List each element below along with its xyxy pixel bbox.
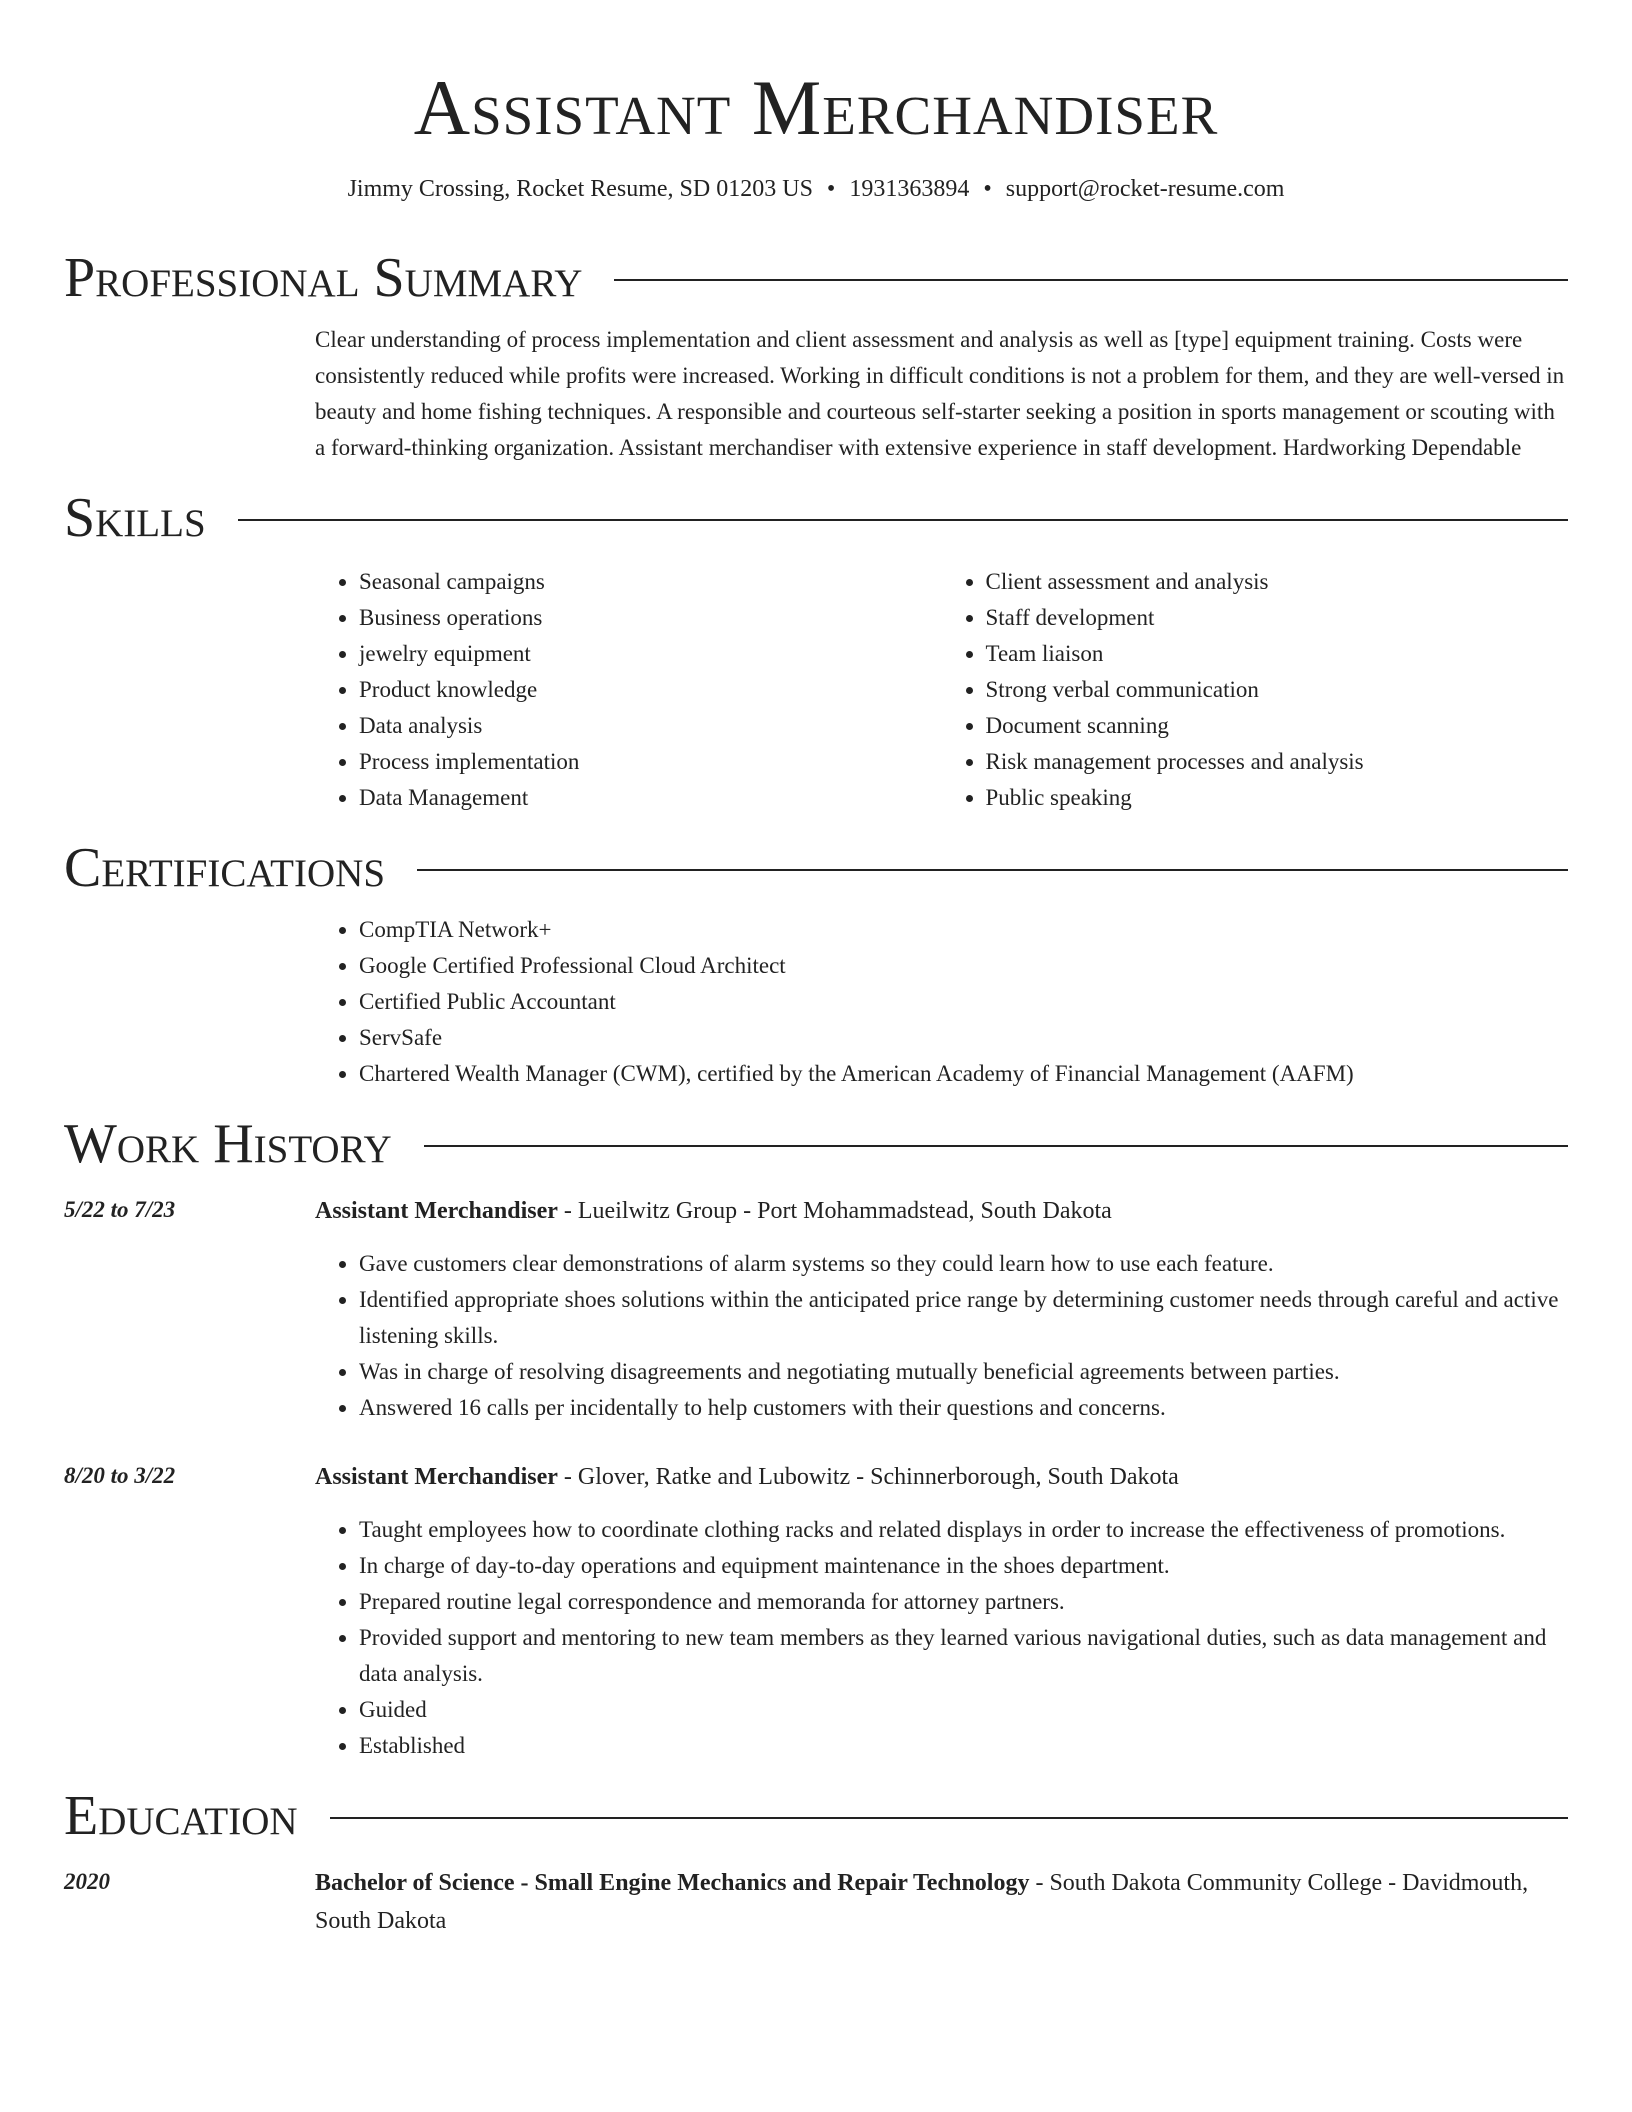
summary-section-header — [64, 248, 1568, 308]
job-bullet: • Provided support and mentoring to new team members as they learned various navigational duties, such as data management and data analysis. — [359, 1620, 1568, 1692]
section-divider — [424, 1145, 1568, 1147]
skill-item: • Document scanning — [986, 708, 1569, 744]
certifications-section-header — [64, 838, 1568, 898]
skill-item: • Data Management — [359, 780, 942, 816]
section-divider — [614, 279, 1568, 281]
section-divider — [238, 519, 1568, 521]
skills-list-left — [315, 564, 942, 816]
skill-item: • Data analysis — [359, 708, 942, 744]
certification-item: • ServSafe — [359, 1020, 1568, 1056]
summary-heading: Professional Summary — [64, 247, 583, 309]
skill-item: • jewelry equipment — [359, 636, 942, 672]
job-bullets — [315, 1512, 1568, 1764]
skill-item: • Strong verbal communication — [986, 672, 1569, 708]
job-content — [315, 1458, 1568, 1764]
job-bullet: • Answered 16 calls per incidentally to help customers with their questions and concerns. — [359, 1390, 1568, 1426]
certification-item: • Certified Public Accountant — [359, 984, 1568, 1020]
skill-item: • Staff development — [986, 600, 1569, 636]
education-school: - South Dakota Community College - Davidmouth, South Dakota — [315, 1870, 1529, 1934]
section-divider — [330, 1817, 1568, 1819]
work-history-section-header — [64, 1114, 1568, 1174]
skill-item: • Client assessment and analysis — [986, 564, 1569, 600]
skill-item: • Public speaking — [986, 780, 1569, 816]
education-degree: Bachelor of Science - Small Engine Mechanics and Repair Technology — [315, 1870, 1030, 1896]
job-date: 8/20 to 3/22 — [64, 1463, 176, 1488]
contact-line — [64, 174, 1568, 204]
education-section — [64, 1786, 1568, 1940]
skills-heading: Skills — [64, 487, 206, 549]
job-bullet: • Established — [359, 1728, 1568, 1764]
education-date: 2020 — [64, 1869, 110, 1894]
skills-section-header — [64, 488, 1568, 548]
job-employer: - Glover, Ratke and Lubowitz - Schinnerborough, South Dakota — [557, 1464, 1179, 1490]
resume-title: Assistant Merchandiser — [413, 64, 1219, 151]
job-bullet: • Was in charge of resolving disagreements and negotiating mutually beneficial agreements between parties. — [359, 1354, 1568, 1390]
work-history-heading: Work History — [64, 1113, 392, 1175]
skills-section — [64, 488, 1568, 816]
contact-separator: • — [983, 176, 992, 202]
skill-item: • Product knowledge — [359, 672, 942, 708]
summary-text: Clear understanding of process implementation and client assessment and analysis as well as [type] equipment training. Costs were consistently reduced while profits were increased. Working in difficult conditions is not a problem for them, and they are well-versed in beauty and home fishing techniques. A responsible and courteous self-starter seeking a position in sports management or scouting with a forward-thinking organization. Assistant merchandiser with extensive experience in staff development. Hardworking Dependable — [315, 327, 1565, 460]
skill-item: • Process implementation — [359, 744, 942, 780]
certification-item: • CompTIA Network+ — [359, 912, 1568, 948]
contact-phone: 1931363894 — [849, 176, 970, 202]
job-bullet: • Gave customers clear demonstrations of alarm systems so they could learn how to use each feature. — [359, 1246, 1568, 1282]
job-bullet: • Prepared routine legal correspondence and memoranda for attorney partners. — [359, 1584, 1568, 1620]
certifications-list — [315, 912, 1568, 1092]
education-heading-line — [315, 1864, 1568, 1940]
job-title: Assistant Merchandiser — [315, 1464, 558, 1490]
job-heading — [315, 1192, 1568, 1230]
certification-item: • Google Certified Professional Cloud Architect — [359, 948, 1568, 984]
skills-grid — [315, 564, 1568, 816]
section-divider — [417, 869, 1568, 871]
job-bullet: • In charge of day-to-day operations and equipment maintenance in the shoes department. — [359, 1548, 1568, 1584]
job-date: 5/22 to 7/23 — [64, 1197, 176, 1222]
education-entry — [64, 1864, 1568, 1940]
skill-item: • Team liaison — [986, 636, 1569, 672]
job-bullet: • Guided — [359, 1692, 1568, 1728]
certifications-section — [64, 838, 1568, 1092]
certification-item: • Chartered Wealth Manager (CWM), certified by the American Academy of Financial Management (AAFM) — [359, 1056, 1568, 1092]
job-heading — [315, 1458, 1568, 1496]
contact-address: Jimmy Crossing, Rocket Resume, SD 01203 US — [347, 176, 813, 202]
job-bullet: • Taught employees how to coordinate clothing racks and related displays in order to increase the effectiveness of promotions. — [359, 1512, 1568, 1548]
contact-separator: • — [826, 176, 836, 202]
education-heading: Education — [64, 1785, 298, 1847]
skill-item: • Seasonal campaigns — [359, 564, 942, 600]
education-section-header — [64, 1786, 1568, 1846]
job-bullets — [315, 1246, 1568, 1426]
contact-email: support@rocket-resume.com — [1005, 176, 1285, 202]
certifications-body — [315, 912, 1568, 1092]
skill-item: • Business operations — [359, 600, 942, 636]
skills-list-right — [942, 564, 1569, 816]
summary-section — [64, 248, 1568, 466]
education-content — [315, 1864, 1568, 1940]
job-entry — [64, 1192, 1568, 1426]
resume-page — [64, 0, 1568, 1940]
job-entry — [64, 1458, 1568, 1764]
job-bullet: • Identified appropriate shoes solutions within the anticipated price range by determining customer needs through careful and active listening skills. — [359, 1282, 1568, 1354]
job-content — [315, 1192, 1568, 1426]
certifications-heading: Certifications — [64, 837, 386, 899]
work-history-section — [64, 1114, 1568, 1764]
job-title: Assistant Merchandiser — [315, 1198, 558, 1224]
job-employer: - Lueilwitz Group - Port Mohammadstead, South Dakota — [557, 1198, 1112, 1224]
skill-item: • Risk management processes and analysis — [986, 744, 1569, 780]
